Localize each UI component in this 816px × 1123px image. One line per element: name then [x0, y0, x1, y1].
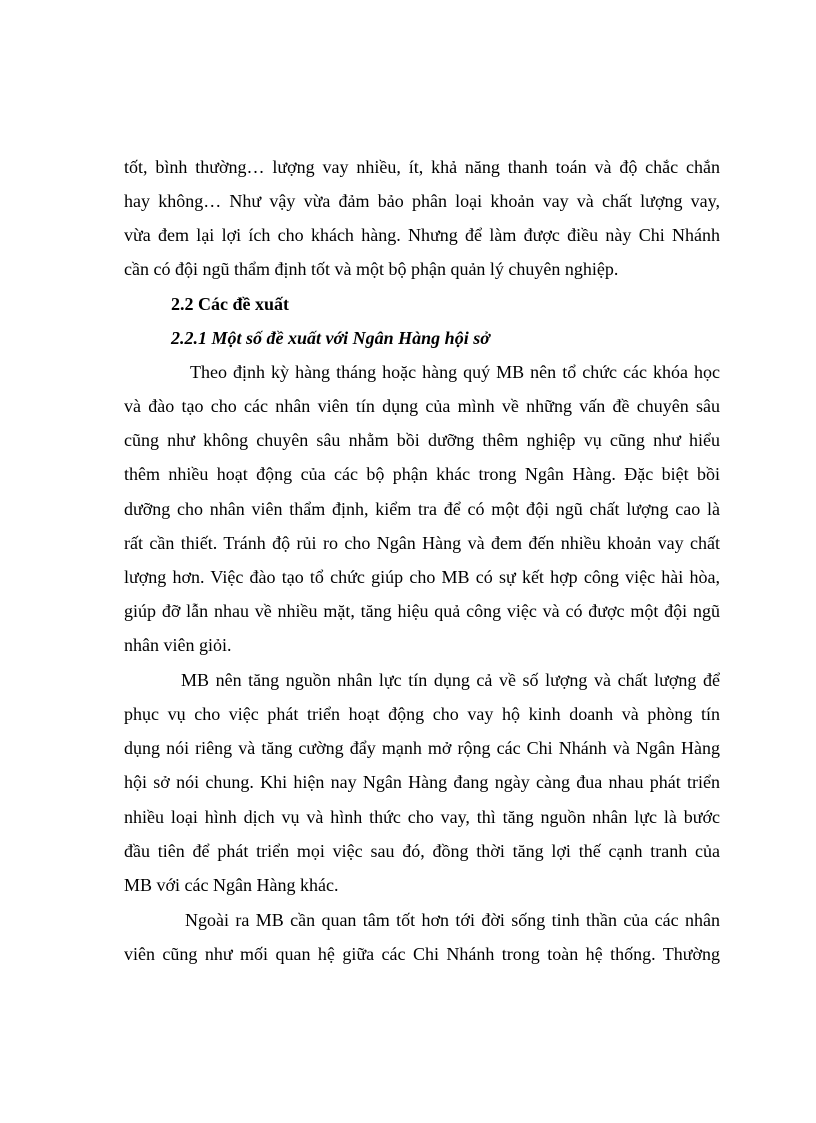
paragraph-2-line: dưỡng cho nhân viên thẩm định, kiểm tra để có một đội ngũ chất lượng cao là: [124, 499, 720, 519]
paragraph-3-line: hội sở nói chung. Khi hiện nay Ngân Hàng đang ngày càng đua nhau phát triển: [124, 772, 720, 792]
paragraph-3-line: MB với các Ngân Hàng khác.: [124, 875, 339, 895]
paragraph-1-line: cần có đội ngũ thẩm định tốt và một bộ phận quản lý chuyên nghiệp.: [124, 259, 619, 279]
paragraph-3-line: nhiều loại hình dịch vụ và hình thức cho vay, thì tăng nguồn nhân lực là bước: [124, 807, 720, 827]
paragraph-2-line: rất cần thiết. Tránh độ rủi ro cho Ngân Hàng và đem đến nhiều khoản vay chất: [124, 533, 720, 553]
paragraph-3-line: phục vụ cho việc phát triển hoạt động cho vay hộ kinh doanh và phòng tín: [124, 704, 720, 724]
paragraph-2-line: thêm nhiều hoạt động của các bộ phận khác trong Ngân Hàng. Đặc biệt bồi: [124, 464, 720, 484]
paragraph-3-line: MB nên tăng nguồn nhân lực tín dụng cả về số lượng và chất lượng để: [181, 670, 720, 690]
subsection-heading: 2.2.1 Một số đề xuất với Ngân Hàng hội sở: [171, 328, 490, 348]
paragraph-3-line: dụng nói riêng và tăng cường đẩy mạnh mở rộng các Chi Nhánh và Ngân Hàng: [124, 738, 720, 758]
paragraph-2-line: và đào tạo cho các nhân viên tín dụng của mình về những vấn đề chuyên sâu: [124, 396, 720, 416]
paragraph-2-line: Theo định kỳ hàng tháng hoặc hàng quý MB nên tổ chức các khóa học: [190, 362, 720, 382]
paragraph-1-line: tốt, bình thường… lượng vay nhiều, ít, khả năng thanh toán và độ chắc chắn: [124, 157, 720, 177]
paragraph-2-line: giúp đỡ lẫn nhau về nhiều mặt, tăng hiệu quả công việc và có được một đội ngũ: [124, 601, 720, 621]
paragraph-4-line: viên cũng như mối quan hệ giữa các Chi Nhánh trong toàn hệ thống. Thường: [124, 944, 720, 964]
paragraph-1-line: hay không… Như vậy vừa đảm bảo phân loại khoản vay và chất lượng vay,: [124, 191, 720, 211]
section-heading: 2.2 Các đề xuất: [171, 294, 289, 314]
paragraph-4-line: Ngoài ra MB cần quan tâm tốt hơn tới đời sống tinh thần của các nhân: [185, 910, 720, 930]
paragraph-3-line: đầu tiên để phát triển mọi việc sau đó, đồng thời tăng lợi thế cạnh tranh của: [124, 841, 720, 861]
paragraph-1-line: vừa đem lại lợi ích cho khách hàng. Nhưng để làm được điều này Chi Nhánh: [124, 225, 720, 245]
paragraph-2-line: nhân viên giỏi.: [124, 635, 232, 655]
paragraph-2-line: lượng hơn. Việc đào tạo tổ chức giúp cho MB có sự kết hợp công việc hài hòa,: [124, 567, 720, 587]
paragraph-2-line: cũng như không chuyên sâu nhằm bồi dưỡng thêm nghiệp vụ cũng như hiểu: [124, 430, 720, 450]
